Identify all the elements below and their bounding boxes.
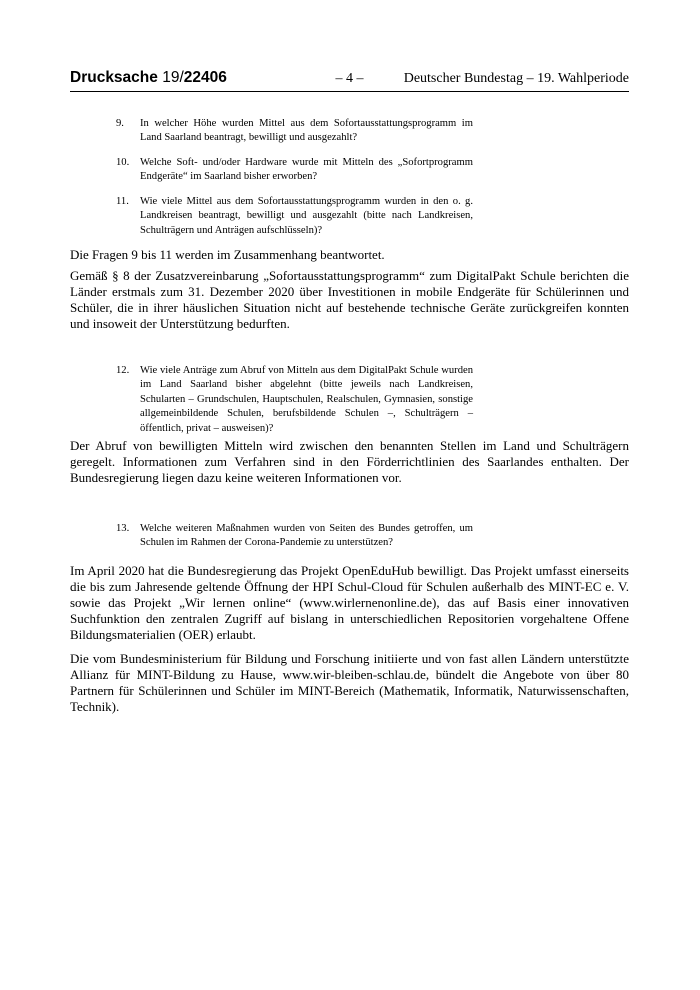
answer-9-11-intro: Die Fragen 9 bis 11 werden im Zusammenhang beantwortet. <box>70 247 385 262</box>
doc-label: Drucksache <box>70 69 158 86</box>
question-number: 13. <box>116 523 130 534</box>
doc-number-prefix: 19/ <box>162 69 184 86</box>
question-number: 11. <box>116 196 129 207</box>
question-11 <box>116 195 473 238</box>
page-number: – 4 – <box>335 71 364 86</box>
page-header <box>70 68 629 90</box>
question-10 <box>116 156 473 185</box>
question-12 <box>116 364 473 436</box>
question-number: 10. <box>116 157 130 168</box>
question-text: Welche Soft- und/oder Hardware wurde mit Mitteln des „Sofortprogramm Endgeräte“ im Saarland bisher erworben? <box>140 157 473 183</box>
question-text: Welche weiteren Maßnahmen wurden von Seiten des Bundes getroffen, um Schulen im Rahmen der Corona-Pandemie zu unterstützen? <box>140 523 473 549</box>
question-text: In welcher Höhe wurden Mittel aus dem Sofortausstattungsprogramm im Land Saarland beantragt, bewilligt und ausgezahlt? <box>140 118 473 144</box>
question-number: 9. <box>116 118 124 129</box>
question-text: Wie viele Anträge zum Abruf von Mitteln aus dem DigitalPakt Schule wurden im Land Saarland bisher abgelehnt (bitte jeweils nach Landkreisen, Schularten – Grundschulen, Hauptschulen, Realschulen, Gymnasien, sonstige allgemeinbildende Schulen, berufsbildende Schulen –, Schulträgern – öffentlich, privat – ausweisen)? <box>140 365 473 434</box>
question-9 <box>116 117 473 146</box>
answer-12: Der Abruf von bewilligten Mitteln wird zwischen den benannten Stellen im Land und Schulträgern geregelt. Informationen zum Verfahren sind in den Förderrichtlinien des Saarlandes enthalten. Der Bundesregierung liegen dazu keine weiteren Informationen vor. <box>70 438 629 485</box>
doc-number-value: 22406 <box>183 69 227 86</box>
answer-9-11: Gemäß § 8 der Zusatzvereinbarung „Sofortausstattungsprogramm“ zum DigitalPakt Schule berichten die Länder erstmals zum 31. Dezember 2020 über Investitionen in mobile Endgeräte für Schülerinnen und Schüler, die in ihrer häuslichen Situation nicht auf bestehende technische Geräte zurückgreifen konnten und insoweit der Unterstützung bedurften. <box>70 268 629 331</box>
institution: Deutscher Bundestag – 19. Wahlperiode <box>403 71 629 86</box>
question-text: Wie viele Mittel aus dem Sofortausstattungsprogramm wurden in den o. g. Landkreisen beantragt, bewilligt und ausgezahlt (bitte nach Landkreisen, Schulträgern und Anträgen aufschlüsseln)? <box>140 196 473 236</box>
header-rule <box>70 91 629 92</box>
question-13 <box>116 522 473 551</box>
question-number: 12. <box>116 365 130 376</box>
answer-13-paragraph-2: Die vom Bundesministerium für Bildung und Forschung initiierte und von fast allen Ländern unterstützte Allianz für MINT-Bildung zu Hause, www.wir-bleiben-schlau.de, bündelt die Angebote von über 80 Partnern für Schülerinnen und Schüler im MINT-Bereich (Mathematik, Informatik, Naturwissenschaften, Technik). <box>70 651 629 714</box>
answer-13-paragraph-1: Im April 2020 hat die Bundesregierung das Projekt OpenEduHub bewilligt. Das Projekt umfasst einerseits die bis zum Jahresende geltende Öffnung der HPI Schul-Cloud für Schulen außerhalb des MINT-EC e. V. sowie das Projekt „Wir lernen online“ (www.wirlernenonline.de), das auf Basis einer innovativen Suchfunktion den zentralen Zugriff auf bislang in unterschiedlichen Repositorien vorgehaltene Offene Bildungsmaterialien (OER) erlaubt. <box>70 563 629 642</box>
